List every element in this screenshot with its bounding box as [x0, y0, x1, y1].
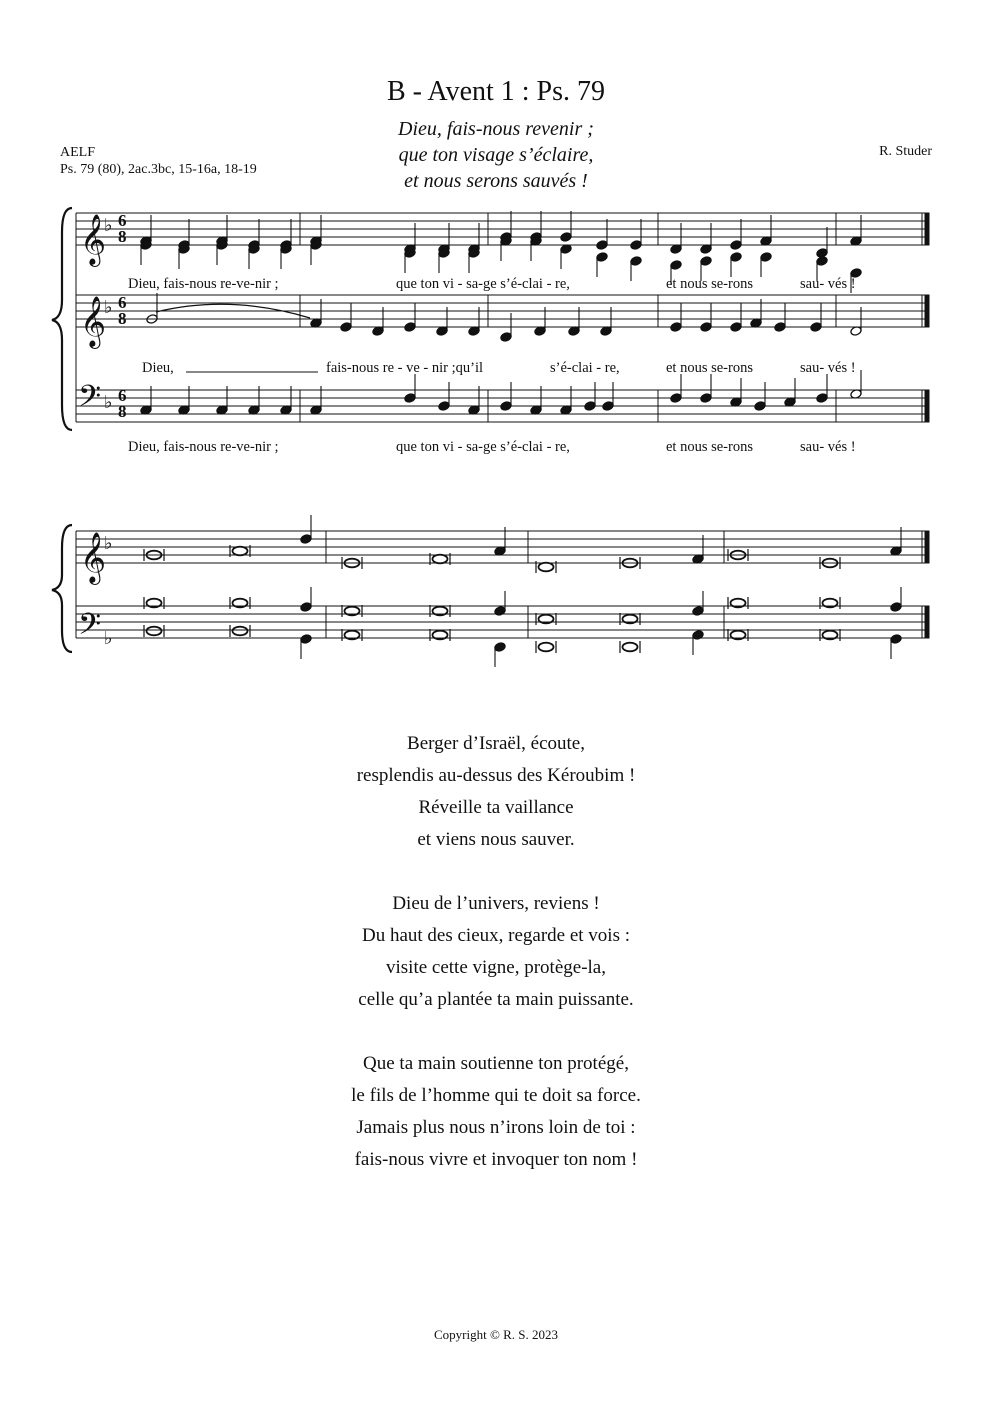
note-head [730, 322, 742, 333]
bass-clef-icon: 𝄢 [78, 608, 102, 649]
music-score [0, 0, 992, 700]
note-head [404, 322, 416, 333]
refrain-line: que ton visage s’éclaire, [398, 144, 594, 166]
stanza [0, 728, 992, 856]
whole-note [233, 627, 248, 636]
flat-icon: ♭ [104, 215, 113, 236]
note-head [560, 232, 572, 243]
note-head [692, 630, 704, 641]
time-signature: 6 [118, 293, 127, 312]
verse-line: Jamais plus nous n’irons loin de toi : [356, 1117, 636, 1138]
verse-line: le fils de l’homme qui te doit sa force. [351, 1085, 641, 1106]
refrain-line: Dieu, fais-nous revenir ; [398, 118, 594, 140]
verse-line: Dieu de l’univers, reviens ! [392, 893, 600, 914]
note-head [760, 252, 772, 263]
lyric-line: que ton vi - sa-ge s’é-clai - re, [396, 276, 570, 292]
note-head [816, 393, 828, 404]
note-head [494, 642, 506, 653]
treble-clef-icon: 𝄞 [80, 532, 107, 583]
flat-icon: ♭ [104, 628, 113, 649]
refrain-line: et nous serons sauvés ! [404, 170, 588, 192]
final-barline [925, 606, 929, 638]
note-head [810, 322, 822, 333]
lyric-line: fais-nous re - ve - nir ;qu’il [326, 360, 484, 376]
verse-line: Berger d’Israël, écoute, [407, 733, 585, 754]
copyright: Copyright © R. S. 2023 [433, 1327, 558, 1342]
note-head [890, 634, 902, 645]
lyric-line: sau- vés ! [800, 276, 856, 292]
composer: R. Studer [879, 144, 932, 159]
note-head [494, 606, 506, 617]
page-title: B - Avent 1 : Ps. 79 [386, 76, 606, 107]
time-signature: 6 [118, 386, 127, 405]
flat-icon: ♭ [104, 297, 113, 318]
system-brace [52, 208, 72, 430]
whole-note [147, 627, 162, 636]
verse-line: Réveille ta vaillance [418, 797, 574, 818]
note-head [670, 260, 682, 271]
lyric-line: Dieu, [142, 360, 174, 376]
verse-line: et viens nous sauver. [417, 829, 575, 850]
flat-icon: ♭ [104, 392, 113, 413]
note-head [596, 240, 608, 251]
whole-note [433, 555, 448, 564]
note-head [754, 401, 766, 412]
verse-line: fais-nous vivre et invoquer ton nom ! [354, 1149, 638, 1170]
stanza [0, 1048, 992, 1176]
final-barline [925, 295, 929, 327]
treble-clef-icon: 𝄞 [80, 214, 107, 265]
final-barline [925, 390, 929, 422]
final-barline [925, 213, 929, 245]
verse-line: visite cette vigne, protège-la, [386, 957, 606, 978]
lyric-line: Dieu, fais-nous re-ve-nir ; [128, 439, 279, 455]
lyric-line: que ton vi - sa-ge s’é-clai - re, [396, 439, 570, 455]
lyric-line: Dieu, fais-nous re-ve-nir ; [128, 276, 279, 292]
time-signature: 8 [118, 402, 127, 421]
note-head [700, 256, 712, 267]
lyric-line: s’é-clai - re, [550, 360, 620, 376]
lyric-line: sau- vés ! [800, 360, 856, 376]
note-head [584, 401, 596, 412]
note-head [500, 332, 512, 343]
system-brace [52, 525, 72, 652]
verse-line: Du haut des cieux, regarde et vois : [361, 925, 631, 946]
note-head [300, 634, 312, 645]
whole-note [539, 643, 554, 652]
whole-note [623, 643, 638, 652]
note-head [630, 240, 642, 251]
time-signature: 6 [118, 211, 127, 230]
whole-note [539, 563, 554, 572]
lyric-line: et nous se-rons [666, 276, 753, 292]
note-head [300, 602, 312, 613]
note-head [692, 606, 704, 617]
note-head [670, 393, 682, 404]
lyric-line: et nous se-rons [666, 360, 753, 376]
whole-note [233, 547, 248, 556]
psalm-verses [0, 728, 992, 1208]
note-head [670, 322, 682, 333]
time-signature: 8 [118, 309, 127, 328]
bass-clef-icon: 𝄢 [78, 380, 102, 421]
verse-line: celle qu’a plantée ta main puissante. [358, 989, 634, 1010]
verse-line: Que ta main soutienne ton protégé, [363, 1053, 629, 1074]
note-head [300, 534, 312, 545]
time-signature: 8 [118, 227, 127, 246]
note-head [340, 322, 352, 333]
note-head [500, 401, 512, 412]
lyric-line: sau- vés ! [800, 439, 856, 455]
note-head [602, 401, 614, 412]
source-label: AELF [60, 145, 95, 160]
final-barline [925, 531, 929, 563]
note-head [890, 602, 902, 613]
stanza [0, 888, 992, 1016]
treble-clef-icon: 𝄞 [80, 296, 107, 347]
verse-line: resplendis au-dessus des Kéroubim ! [356, 765, 636, 786]
note-head [774, 322, 786, 333]
lyric-line: et nous se-rons [666, 439, 753, 455]
flat-icon: ♭ [104, 533, 113, 554]
note-head [404, 393, 416, 404]
note-head [816, 256, 828, 267]
note-head [630, 256, 642, 267]
note-head [596, 252, 608, 263]
note-head [438, 401, 450, 412]
note-head [700, 393, 712, 404]
source-reference: Ps. 79 (80), 2ac.3bc, 15-16a, 18-19 [60, 162, 257, 177]
note-head [730, 252, 742, 263]
note-head [730, 240, 742, 251]
note-head [700, 322, 712, 333]
